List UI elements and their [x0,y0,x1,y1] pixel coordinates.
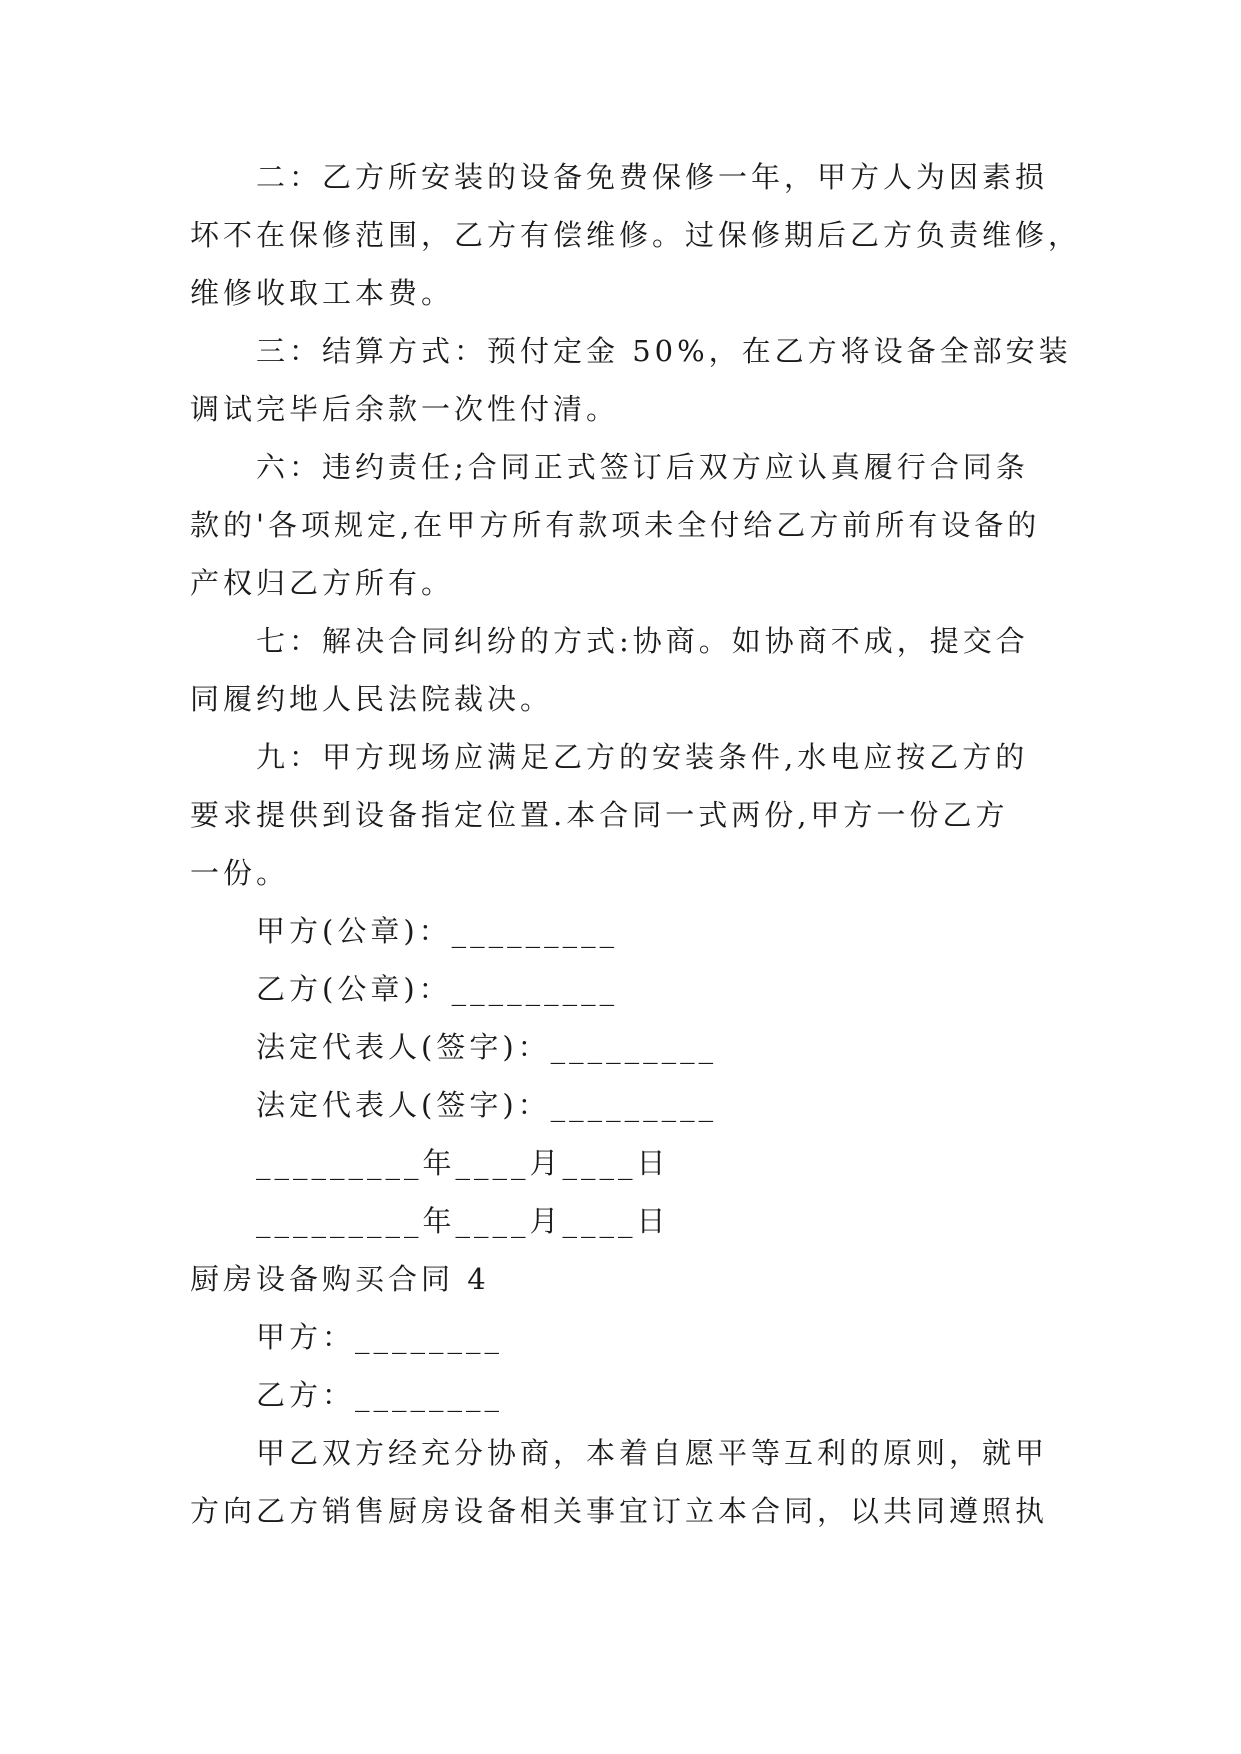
party-b-line: 乙方：________ [256,1378,504,1412]
clause-3-paragraph [190,322,1072,438]
paragraph-line: 产权归乙方所有。 [190,566,455,600]
signature-party-a: 甲方(公章)：_________ [256,914,619,948]
clause-7-paragraph [190,612,1050,728]
paragraph-line: 方向乙方销售厨房设备相关事宜订立本合同，以共同遵照执 [190,1494,1049,1528]
parties-block [190,1308,1050,1424]
intro-paragraph [190,1424,1050,1540]
paragraph-line: 六：违约责任;合同正式签订后双方应认真履行合同条 [256,450,1029,484]
signature-party-b: 乙方(公章)：_________ [256,972,619,1006]
paragraph-line: 要求提供到设备指定位置.本合同一式两份,甲方一份乙方 [190,798,1009,832]
paragraph-line: 款的'各项规定,在甲方所有款项未全付给乙方前所有设备的 [190,508,1041,542]
signature-block [190,902,1050,1250]
section-title: 厨房设备购买合同 4 [190,1262,490,1296]
paragraph-line: 坏不在保修范围，乙方有偿维修。过保修期后乙方负责维修， [190,218,1082,252]
paragraph-line: 三：结算方式：预付定金 50%，在乙方将设备全部安装 [256,334,1072,368]
paragraph-line: 维修收取工本费。 [190,276,455,310]
signature-date-b: _________年____月____日 [256,1204,670,1238]
paragraph-line: 甲乙双方经充分协商，本着自愿平等互利的原则，就甲 [256,1436,1049,1470]
paragraph-line: 同履约地人民法院裁决。 [190,682,554,716]
paragraph-line: 九：甲方现场应满足乙方的安装条件,水电应按乙方的 [256,740,1029,774]
paragraph-line: 一份。 [190,856,290,890]
clause-9-paragraph [190,728,1050,902]
paragraph-line: 调试完毕后余款一次性付清。 [190,392,620,426]
clause-2-paragraph [190,148,1082,322]
signature-representative-a: 法定代表人(签字)：_________ [256,1030,718,1064]
signature-representative-b: 法定代表人(签字)：_________ [256,1088,718,1122]
clause-6-paragraph [190,438,1050,612]
paragraph-line: 二：乙方所安装的设备免费保修一年，甲方人为因素损 [256,160,1049,194]
party-a-line: 甲方：________ [256,1320,504,1354]
signature-date-a: _________年____月____日 [256,1146,670,1180]
document-body [190,148,1082,1540]
paragraph-line: 七：解决合同纠纷的方式:协商。如协商不成，提交合 [256,624,1029,658]
